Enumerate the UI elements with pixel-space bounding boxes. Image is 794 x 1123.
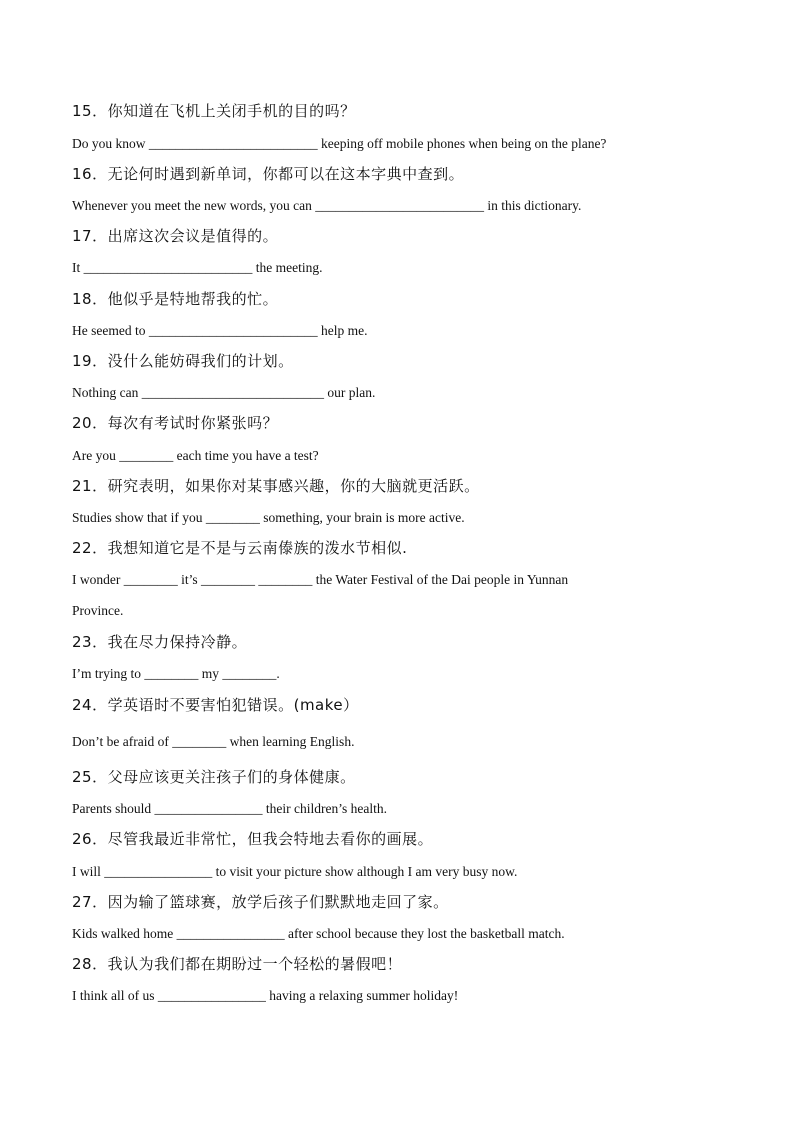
question-24-english: Don’t be afraid of ________ when learning English. (72, 734, 355, 749)
question-20-english: Are you ________ each time you have a test? (72, 448, 319, 463)
question-27-chinese: 27．因为输了篮球赛，放学后孩子们默默地走回了家。 (72, 893, 449, 911)
question-26-english: I will ________________ to visit your picture show although I am very busy now. (72, 864, 518, 879)
question-22-chinese: 22．我想知道它是不是与云南傣族的泼水节相似. (72, 539, 408, 557)
question-18-chinese: 18．他似乎是特地帮我的忙。 (72, 290, 279, 308)
question-16-chinese: 16．无论何时遇到新单词，你都可以在这本字典中查到。 (72, 165, 465, 183)
question-20-chinese: 20．每次有考试时你紧张吗？ (72, 414, 279, 432)
question-23-chinese: 23．我在尽力保持冷静。 (72, 633, 248, 651)
question-17-english: It _________________________ the meeting. (72, 260, 323, 275)
question-21-english: Studies show that if you ________ something, your brain is more active. (72, 510, 465, 525)
question-24-chinese: 24．学英语时不要害怕犯错误。(make） (72, 696, 359, 714)
question-27-english: Kids walked home ________________ after school because they lost the basketball match. (72, 926, 565, 941)
question-25-english: Parents should ________________ their children’s health. (72, 801, 387, 816)
question-28-chinese: 28．我认为我们都在期盼过一个轻松的暑假吧！ (72, 955, 403, 973)
question-28-english: I think all of us ________________ having a relaxing summer holiday! (72, 988, 459, 1003)
question-25-chinese: 25．父母应该更关注孩子们的身体健康。 (72, 768, 356, 786)
question-15-english: Do you know _________________________ keeping off mobile phones when being on the plane? (72, 136, 607, 151)
question-19-english: Nothing can ___________________________ our plan. (72, 385, 376, 400)
question-16-english: Whenever you meet the new words, you can _________________________ in this dictionary. (72, 198, 582, 213)
question-26-chinese: 26．尽管我最近非常忙，但我会特地去看你的画展。 (72, 830, 434, 848)
question-21-chinese: 21．研究表明，如果你对某事感兴趣，你的大脑就更活跃。 (72, 477, 480, 495)
question-23-english: I’m trying to ________ my ________. (72, 666, 280, 681)
question-15-chinese: 15．你知道在飞机上关闭手机的目的吗？ (72, 102, 356, 120)
question-18-english: He seemed to _________________________ help me. (72, 323, 368, 338)
question-17-chinese: 17．出席这次会议是值得的。 (72, 227, 279, 245)
question-22-english-cont: Province. (72, 603, 124, 618)
question-22-english: I wonder ________ it’s ________ ________ the Water Festival of the Dai people in Yunnan (72, 572, 569, 587)
question-19-chinese: 19．没什么能妨碍我们的计划。 (72, 352, 294, 370)
